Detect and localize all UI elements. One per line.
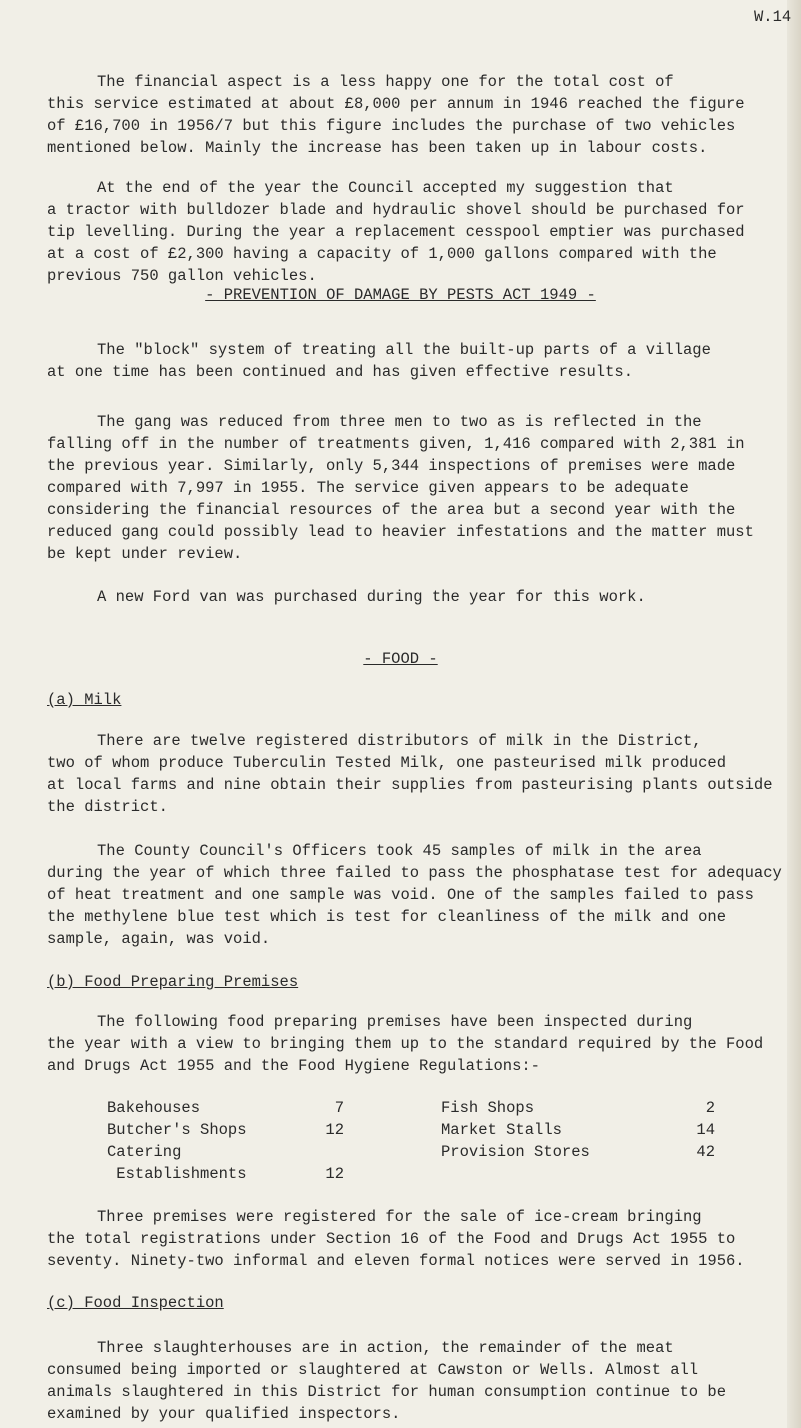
subsection-heading: (b) Food Preparing Premises <box>47 973 299 991</box>
paragraph-line: the year with a view to bringing them up to the standard required by the Food <box>47 1035 764 1053</box>
subsection-heading: (c) Food Inspection <box>47 1294 224 1312</box>
premises-count: 7 <box>334 1099 344 1117</box>
paragraph-line: Three slaughterhouses are in action, the remainder of the meat <box>97 1339 674 1357</box>
paragraph-line: The financial aspect is a less happy one for the total cost of <box>97 73 674 91</box>
paragraph-line: A new Ford van was purchased during the year for this work. <box>97 588 646 606</box>
paragraph-line: The "block" system of treating all the built-up parts of a village <box>97 341 711 359</box>
paragraph-line: There are twelve registered distributors of milk in the District, <box>97 732 702 750</box>
premises-type: Butcher's Shops <box>107 1121 247 1139</box>
paragraph-line: two of whom produce Tuberculin Tested Milk, one pasteurised milk produced <box>47 754 727 772</box>
paragraph-line: the district. <box>47 798 168 816</box>
premises-type: Provision Stores <box>441 1143 590 1161</box>
paragraph-line: of heat treatment and one sample was void. One of the samples failed to pass <box>47 886 754 904</box>
paragraph-line: compared with 7,997 in 1955. The service given appears to be adequate <box>47 479 689 497</box>
premises-type: Market Stalls <box>441 1121 562 1139</box>
paragraph-line: consumed being imported or slaughtered at Cawston or Wells. Almost all <box>47 1361 699 1379</box>
paragraph-line: Three premises were registered for the sale of ice-cream bringing <box>97 1208 702 1226</box>
paragraph-line: at a cost of £2,300 having a capacity of 1,000 gallons compared with the <box>47 245 717 263</box>
paragraph-line: at local farms and nine obtain their supplies from pasteurising plants outside <box>47 776 773 794</box>
premises-count: 42 <box>696 1143 715 1161</box>
paragraph-line: examined by your qualified inspectors. <box>47 1405 401 1423</box>
paragraph-line: animals slaughtered in this District for human consumption continue to be <box>47 1383 727 1401</box>
page-edge-shadow <box>787 0 801 1428</box>
section-heading-text: - PREVENTION OF DAMAGE BY PESTS ACT 1949 - <box>205 286 596 304</box>
paragraph-line: At the end of the year the Council accepted my suggestion that <box>97 179 674 197</box>
premises-type: Establishments <box>107 1165 247 1183</box>
section-heading-text: - FOOD - <box>363 650 438 668</box>
paragraph-line: tip levelling. During the year a replacement cesspool emptier was purchased <box>47 223 745 241</box>
premises-type: Catering <box>107 1143 182 1161</box>
paragraph-line: a tractor with bulldozer blade and hydraulic shovel should be purchased for <box>47 201 745 219</box>
premises-count: 2 <box>705 1099 715 1117</box>
paragraph-line: falling off in the number of treatments given, 1,416 compared with 2,381 in <box>47 435 745 453</box>
paragraph-line: the total registrations under Section 16 of the Food and Drugs Act 1955 to <box>47 1230 736 1248</box>
paragraph-line: of £16,700 in 1956/7 but this figure includes the purchase of two vehicles <box>47 117 736 135</box>
page-number: W.14 <box>754 8 792 26</box>
paragraph-line: The following food preparing premises have been inspected during <box>97 1013 693 1031</box>
paragraph-line: at one time has been continued and has given effective results. <box>47 363 633 381</box>
paragraph-line: seventy. Ninety-two informal and eleven formal notices were served in 1956. <box>47 1252 745 1270</box>
paragraph-line: mentioned below. Mainly the increase has been taken up in labour costs. <box>47 139 708 157</box>
paragraph-line: the previous year. Similarly, only 5,344 inspections of premises were made <box>47 457 736 475</box>
paragraph-line: and Drugs Act 1955 and the Food Hygiene Regulations:- <box>47 1057 540 1075</box>
paragraph-line: the methylene blue test which is test for cleanliness of the milk and one <box>47 908 727 926</box>
paragraph-line: this service estimated at about £8,000 per annum in 1946 reached the figure <box>47 95 745 113</box>
paragraph-line: be kept under review. <box>47 545 243 563</box>
subsection-heading: (a) Milk <box>47 691 122 709</box>
section-heading <box>0 285 801 305</box>
premises-count: 12 <box>325 1165 344 1183</box>
paragraph-line: considering the financial resources of the area but a second year with the <box>47 501 736 519</box>
paragraph-line: during the year of which three failed to pass the phosphatase test for adequacy <box>47 864 782 882</box>
paragraph-line: The gang was reduced from three men to two as is reflected in the <box>97 413 702 431</box>
paragraph-line: sample, again, was void. <box>47 930 271 948</box>
premises-count: 12 <box>325 1121 344 1139</box>
paragraph-line: reduced gang could possibly lead to heavier infestations and the matter must <box>47 523 754 541</box>
premises-count: 14 <box>696 1121 715 1139</box>
premises-type: Bakehouses <box>107 1099 201 1117</box>
section-heading <box>0 649 801 669</box>
paragraph-line: previous 750 gallon vehicles. <box>47 267 317 285</box>
paragraph-line: The County Council's Officers took 45 samples of milk in the area <box>97 842 702 860</box>
premises-type: Fish Shops <box>441 1099 535 1117</box>
